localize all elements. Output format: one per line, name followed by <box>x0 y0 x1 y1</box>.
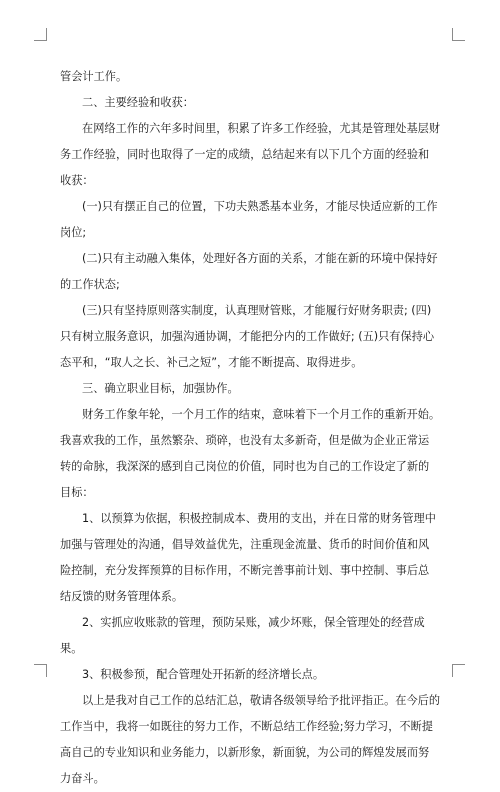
paragraph-closing-fragment: 管会计工作。 <box>60 70 128 83</box>
crop-mark-top-left <box>34 28 47 41</box>
section-heading-experience: 二、主要经验和收获： <box>82 96 194 109</box>
list-item-3-5: (三)只有坚持原则落实制度，认真理财管账，才能履行好财务职责; (四)只有树立服务意识，加强沟通协调，才能把分内的工作做好; (五)只有保持心态平和，“取人之长、补己之短”，才能不断提高、取得进步。 <box>60 304 435 369</box>
goal-item-1: 1、以预算为依据，积极控制成本、费用的支出，并在日常的财务管理中加强与管理处的沟通，倡导效益优先，注重现金流量、货币的时间价值和风险控制，充分发挥预算的目标作用，不断完善事前计划、事中控制、事后总结反馈的财务管理体系。 <box>60 512 436 603</box>
crop-mark-bottom-right <box>452 664 465 677</box>
list-item-1: (一)只有摆正自己的位置，下功夫熟悉基本业务，才能尽快适应新的工作岗位; <box>60 200 438 239</box>
crop-mark-top-right <box>452 28 465 41</box>
list-item-2: (二)只有主动融入集体，处理好各方面的关系，才能在新的环境中保持好的工作状态; <box>60 252 438 291</box>
paragraph-goals-intro: 财务工作象年轮，一个月工作的结束，意味着下一个月工作的重新开始。我喜欢我的工作，虽然繁杂、琐碎，也没有太多新奇，但是做为企业正常运转的命脉，我深深的感到自己岗位的价值，同时也为自己的工作设定了新的目标： <box>60 408 441 499</box>
goal-item-3: 3、积极参预，配合管理处开拓新的经济增长点。 <box>82 668 325 681</box>
document-body <box>60 64 440 792</box>
paragraph-conclusion: 以上是我对自己工作的总结汇总，敬请各级领导给予批评指正。在今后的工作当中，我将一如既往的努力工作，不断总结工作经验;努力学习，不断提高自己的专业知识和业务能力，以新形象，新面貌，为公司的辉煌发展而努力奋斗。 <box>60 694 441 785</box>
section-heading-goals: 三、确立职业目标，加强协作。 <box>82 382 239 395</box>
goal-item-2: 2、实抓应收账款的管理，预防呆账，减少坏账，保全管理处的经营成果。 <box>60 616 425 655</box>
paragraph-experience-intro: 在网络工作的六年多时间里，积累了许多工作经验，尤其是管理处基层财务工作经验，同时也取得了一定的成绩，总结起来有以下几个方面的经验和收获： <box>60 122 441 187</box>
crop-mark-bottom-left <box>34 664 47 677</box>
